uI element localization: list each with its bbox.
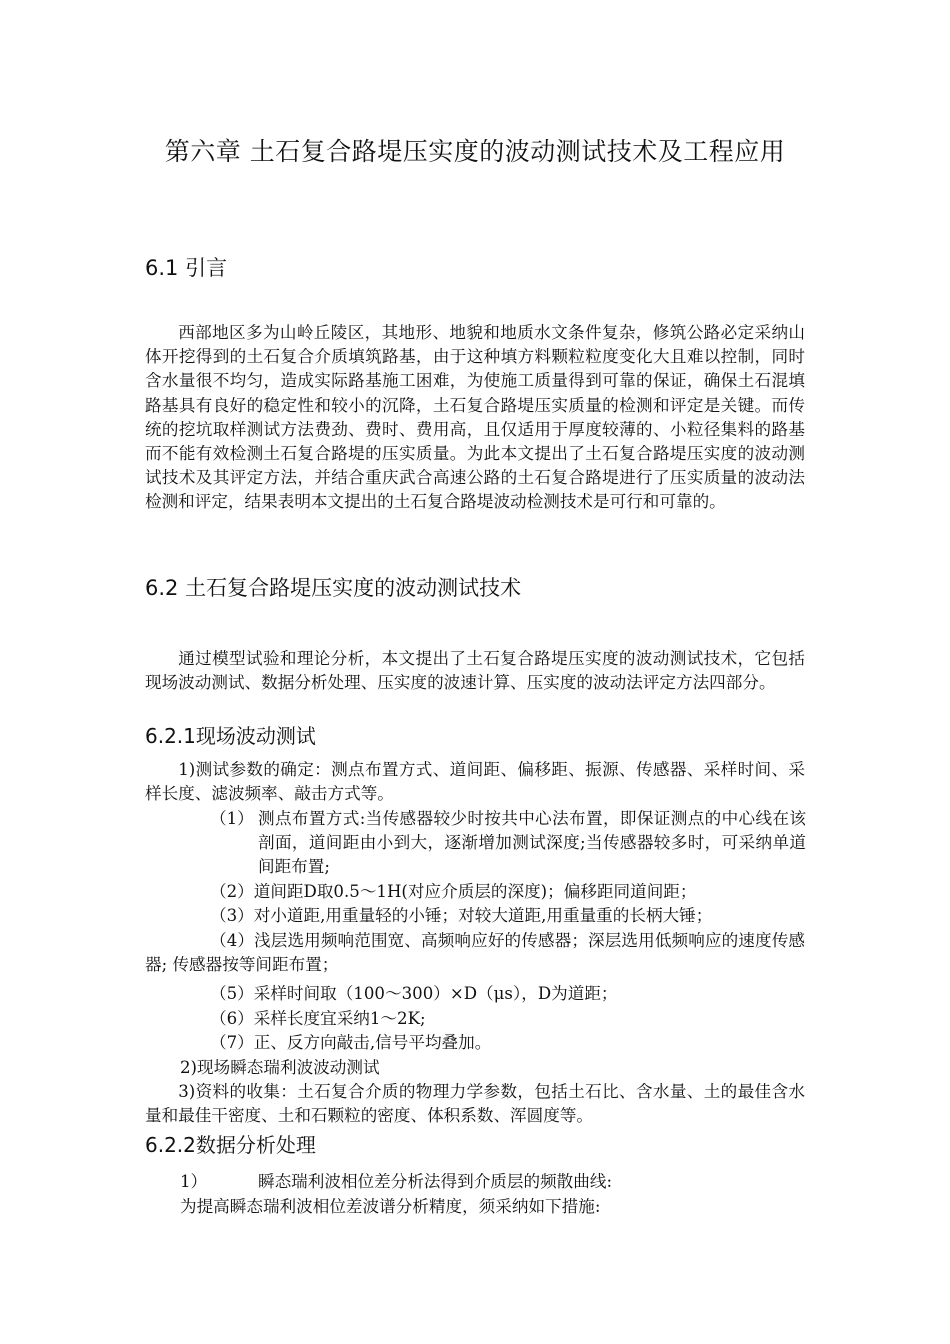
field-test-item: 2)现场瞬态瑞利波波动测试 [180, 1058, 380, 1077]
chapter-title: 第六章 土石复合路堤压实度的波动测试技术及工程应用 [164, 137, 786, 166]
analysis-measures-line: 为提高瞬态瑞利波相位差波谱分析精度，须采纳如下措施: [180, 1197, 601, 1216]
section-6-2-heading: 6.2 土石复合路堤压实度的波动测试技术 [145, 576, 522, 600]
sub-item-1-text: 测点布置方式:当传感器较少时按共中心法布置，即保证测点的中心线在该剖面，道间距由小到大，逐渐增加测试深度;当传感器较多时，可采纳单道间距布置; [258, 809, 806, 877]
section-6-2-2-heading: 6.2.2数据分析处理 [145, 1133, 316, 1157]
section-6-1-paragraph: 西部地区多为山岭丘陵区，其地形、地貌和地质水文条件复杂，修筑公路必定采纳山体开挖得到的土石复合介质填筑路基，由于这种填方料颗粒粒度变化大且难以控制，同时含水量很不均匀，造成实际路基施工困难，为使施工质量得到可靠的保证，确保土石混填路基具有良好的稳定性和较小的沉降，土石复合路堤压实质量的检测和评定是关键。而传统的挖坑取样测试方法费劲、费时、费用高，且仅适用于厚度较薄的、小粒径集料的路基而不能有效检测土石复合路堤的压实质量。为此本文提出了土石复合路堤压实度的波动测试技术及其评定方法，并结合重庆武合高速公路的土石复合路堤进行了压实质量的波动法检测和评定，结果表明本文提出的土石复合路堤波动检测技术是可行和可靠的。 [145, 323, 805, 512]
analysis-item-1-text: 瞬态瑞利波相位差分析法得到介质层的频散曲线: [258, 1172, 613, 1191]
data-collection-item: 3)资料的收集：土石复合介质的物理力学参数，包括土石比、含水量、土的最佳含水量和最佳干密度、土和石颗粒的密度、体积系数、浑圆度等。 [145, 1082, 805, 1126]
sub-item-3: （3）对小道距,用重量轻的小锤；对较大道距,用重量重的长柄大锤； [210, 906, 713, 925]
sub-item-7: （7）正、反方向敲击,信号平均叠加。 [210, 1033, 492, 1052]
analysis-item-1-number: 1） [180, 1172, 208, 1191]
sub-item-2: （2）道间距D取0.5～1H(对应介质层的深度)；偏移距同道间距； [210, 882, 697, 901]
section-6-2-paragraph: 通过模型试验和理论分析，本文提出了土石复合路堤压实度的波动测试技术，它包括现场波动测试、数据分析处理、压实度的波速计算、压实度的波动法评定方法四部分。 [145, 649, 805, 693]
section-6-1-heading: 6.1 引言 [145, 256, 228, 280]
sub-item-1-number: （1） [210, 809, 254, 828]
sub-item-6: （6）采样长度宜采纳1～2K; [210, 1009, 426, 1028]
section-6-2-1-heading: 6.2.1现场波动测试 [145, 724, 316, 748]
sub-item-5: （5）采样时间取（100～300）×D（μs），D为道距； [210, 984, 618, 1003]
sub-item-4: （4）浅层选用频响范围宽、高频响应好的传感器；深层选用低频响应的速度传感器; 传感器按等间距布置； [145, 931, 805, 975]
test-parameters-item: 1)测试参数的确定：测点布置方式、道间距、偏移距、振源、传感器、采样时间、采样长度、滤波频率、敲击方式等。 [145, 760, 805, 804]
